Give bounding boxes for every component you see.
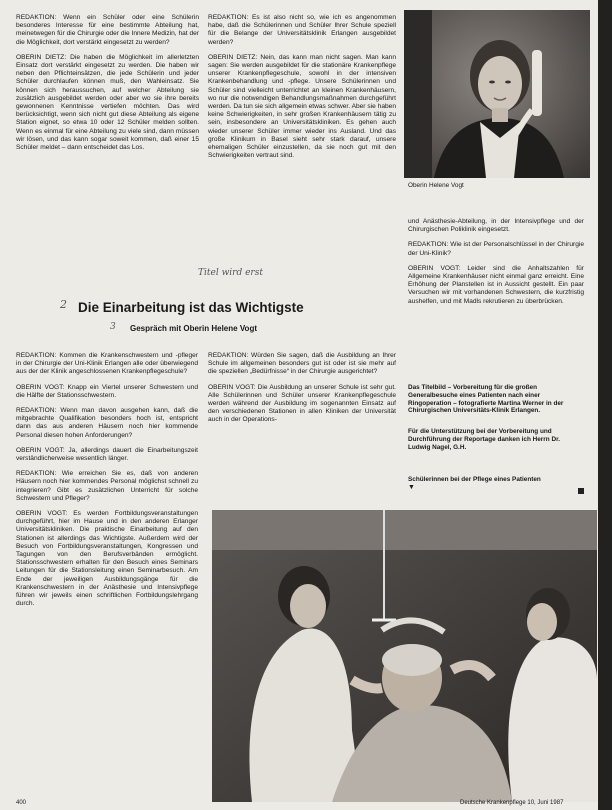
paragraph: REDAKTION: Kommen die Krankenschwestern und -pfleger in der Chirurgie der Uni-Klinik Erlangen alle oder überwiegend aus der der Klinik angeschlossenen Krankenpflegeschule? bbox=[16, 352, 198, 376]
paragraph: OBERIN DIETZ: Nein, das kann man nicht sagen. Man kann sagen: Sie werden ausgebildet für die stationäre Krankenpflege unserer Krankenpflegeschule, sowohl in der intensiven Krankenbehandlung und -pflege. Unsere Schülerinnen und Schüler sind vielleicht unterrichtet an kleinen Krankenhäusern, wo nur die notwendigen Behandlungsmaßnahmen durchgeführt werden. Da tun sie sich allgemein etwas schwer. Aber sie haben keine Schwierigkeiten, in sehr großen Krankenhäusern tätig zu sein, insbesondere an Universitätskliniken. Es gehen auch wieder unserer Schüler immer wieder ins Ausland. Und das große Klinikum in Basel sieht sehr stark darauf, unsere ehemaligen Schüler einzustellen, da sie noch gut mit den Schwierigkeiten vertraut sind. bbox=[208, 53, 396, 160]
caption-arrow: ▼ bbox=[408, 484, 415, 491]
paragraph: OBERIN VOGT: Es werden Fortbildungsveranstaltungen durchgeführt, hier im Hause und in den anderen Erlanger Universitätskliniken. Die praktische Einarbeitung auf den Stationen ist allerdings das Wichtigste. Außerdem wird der Besuch von Fortbildungsveranstaltungen, Kongressen und Tagungen von den Berufsverbänden ermöglicht. Stationsschwestern erhalten für den Besuch eines Seminars Leitungen für die Stationsleitung einen Seminarbesuch. Am Ende der jeweiligen Ausbildungsgänge für die Krankenschwestern in der Anästhesie und Intensivpflege führen wir jeweils einen schriftlichen Fortbildungslehrgang durch. bbox=[16, 510, 198, 608]
text-column-bottom-middle bbox=[208, 352, 396, 432]
text-column-top-middle bbox=[208, 14, 396, 167]
paragraph: OBERIN VOGT: Knapp ein Viertel unserer Schwestern und die Hälfte der Stationsschwestern. bbox=[16, 383, 198, 399]
text-column-bottom-left bbox=[16, 352, 198, 615]
thanks-caption: Für die Unterstützung bei der Vorbereitung und Durchführung der Reportage danken ich Herrn Dr. Ludwig Nagel, G.H. bbox=[408, 428, 560, 451]
paragraph: REDAKTION: Wie ist der Personalschlüssel in der Chirurgie der Uni-Klinik? bbox=[408, 241, 584, 257]
text-column-right bbox=[408, 218, 584, 313]
page-edge bbox=[598, 0, 612, 810]
paragraph: OBERIN DIETZ: Die haben die Möglichkeit im allerletzten Einsatz dort verstärkt eingesetzt zu werden. Die haben wir neben den Pflichteinsätzen, die jede Schülerin und jeder Schüler durchlaufen können muß, den Wahleinsatz. Sie können sich heraussuchen, auf welcher Abteilung sie zusätzlich ausgebildet werden oder aber wo sie ihre bereits gewonnenen Kenntnisse vertiefen möchten. Das wird berücksichtigt, wenn sich nicht gut diese Abteilung als eigene Station eignet, so etwa 10 oder 12 Schüler melden sollten. Wenn es einmal für eine Abteilung zu viele sind, dann müssen wir lösen, und das kann sogar soweit kommen, daß einer 15 Schüler meldet – dann entscheidet das Los. bbox=[16, 53, 199, 152]
paragraph: REDAKTION: Wenn ein Schüler oder eine Schülerin besonderes Interesse für eine bestimmte Abteilung hat, meinetwegen für die Chirurgie oder die Innere Medizin, hat der die Möglichkeit, dort verstärkt eingesetzt zu werden? bbox=[16, 14, 199, 46]
text-column-top-left bbox=[16, 14, 199, 159]
photo-caption: Schülerinnen bei der Pflege eines Patienten bbox=[408, 476, 541, 483]
paragraph: REDAKTION: Wenn man davon ausgehen kann, daß die mitgebrachte Qualifikation besonders hoch ist, entspricht dann das aus anderen Häusern noch hier kommende Personal diesen hohen Anforderungen? bbox=[16, 407, 198, 439]
portrait-photo bbox=[404, 10, 590, 178]
portrait-illustration bbox=[404, 10, 590, 178]
portrait-caption: Oberin Helene Vogt bbox=[408, 182, 464, 189]
nursing-illustration bbox=[212, 510, 597, 802]
nursing-photo bbox=[212, 510, 597, 802]
paragraph: OBERIN VOGT: Ja, allerdings dauert die Einarbeitungszeit verständlicherweise wesentlich länger. bbox=[16, 446, 198, 463]
paragraph: REDAKTION: Würden Sie sagen, daß die Ausbildung an Ihrer Schule im allgemeinen besonders gut ist oder ist sie mehr auf die speziellen „Bedürfnisse“ in der Chirurgie ausgerichtet? bbox=[208, 352, 396, 376]
page-number: 400 bbox=[16, 800, 27, 806]
paragraph: REDAKTION: Wie erreichen Sie es, daß von anderen Häusern noch hier kommendes Personal möglichst schnell zu integrieren? Gibt es zusätzlichen Unterricht für solche Schwestern und Pfleger? bbox=[16, 470, 198, 502]
paragraph: und Anästhesie-Abteilung, in der Intensivpflege und der Chirurgischen Poliklinik eingesetzt. bbox=[408, 218, 584, 234]
cover-caption: Das Titelbild – Vorbereitung für die großen Generalbesuche eines Patienten nach einer Ringoperation – fotografierte Martina Werner in der Chirurgischen Universitäts-Klinik Erlangen. bbox=[408, 384, 564, 415]
annotation-mark: 3 bbox=[110, 322, 116, 332]
paragraph: REDAKTION: Es ist also nicht so, wie ich es angenommen habe, daß die Schülerinnen und Schüler Ihrer Schule speziell für die Belange der Universitätsklinik Erlangen ausgebildet werden? bbox=[208, 14, 396, 46]
handwritten-note: Titel wird erst bbox=[198, 268, 263, 278]
caption-marker bbox=[578, 488, 584, 494]
annotation-mark: 2 bbox=[60, 298, 67, 311]
paragraph: OBERIN VOGT: Die Ausbildung an unserer Schule ist sehr gut. Alle Schülerinnen und Schüler unserer Krankenpflegeschule werden während der Ausbildung im sogenannten Einsatz auf den verschiedenen Stationen in allen Kliniken der Universität auch in der Operations- bbox=[208, 383, 396, 424]
paragraph: OBERIN VOGT: Leider sind die Anhaltszahlen für Allgemeine Krankenhäuser nicht einmal ganz erreicht. Eine Erhöhung der Planstellen ist in Aussicht gestellt. Ein paar Versuchen wir mit vorhandenen Schwestern, die kurzfristig aushelfen, und mit Madls rekrutieren zu überbrücken. bbox=[408, 264, 584, 305]
journal-footer: Deutsche Krankenpflege 10, Juni 1987 bbox=[460, 800, 564, 806]
article-title: Die Einarbeitung ist das Wichtigste bbox=[78, 300, 304, 315]
article-subtitle: Gespräch mit Oberin Helene Vogt bbox=[130, 324, 257, 333]
